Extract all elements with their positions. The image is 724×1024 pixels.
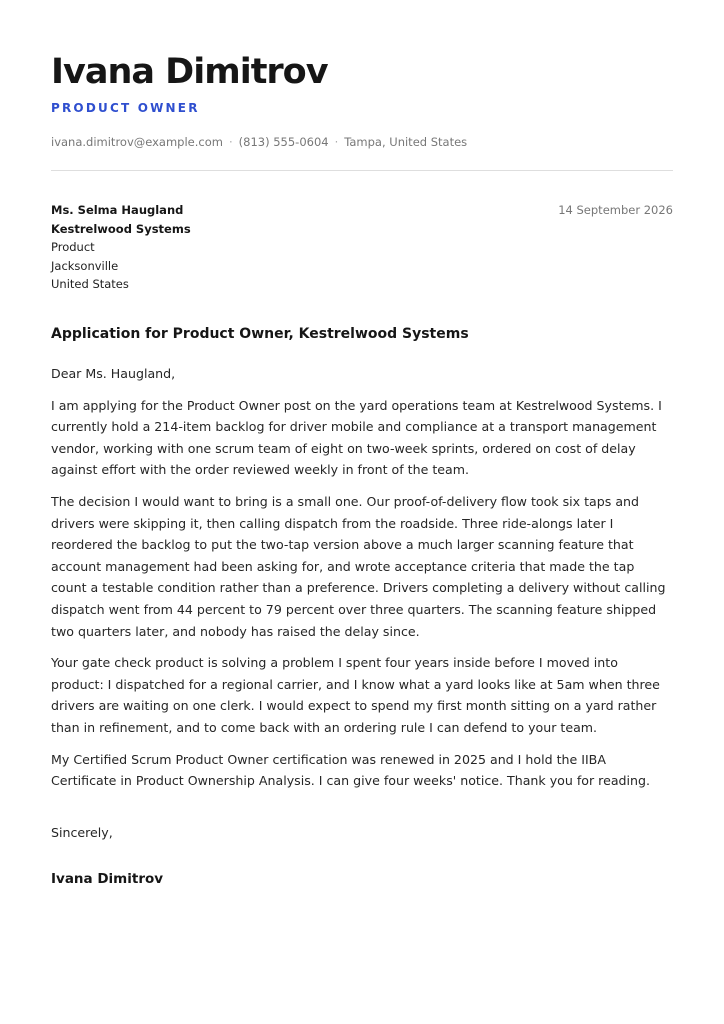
letter-signature: Ivana Dimitrov — [51, 871, 164, 887]
contact-separator: · — [228, 135, 233, 149]
letter-date: 14 September 2026 — [558, 203, 673, 217]
header-divider — [51, 170, 673, 171]
recipient-name: Ms. Selma Haugland — [51, 203, 184, 217]
applicant-role: PRODUCT OWNER — [51, 101, 200, 115]
letter-subject: Application for Product Owner, Kestrelwood Systems — [51, 326, 469, 342]
letter-paragraph: My Certified Scrum Product Owner certification was renewed in 2025 and I hold the IIBA Certificate in Product Ownership Analysis. I can give four weeks' notice. Thank you for reading. — [51, 751, 651, 789]
recipient-block — [51, 201, 191, 294]
recipient-company: Kestrelwood Systems — [51, 221, 191, 236]
letter-greeting: Dear Ms. Haugland, — [51, 366, 176, 381]
contact-phone[interactable]: (813) 555-0604 — [238, 135, 329, 149]
recipient-country: United States — [51, 277, 129, 291]
applicant-name: Ivana Dimitrov — [51, 52, 328, 92]
letter-paragraph: Your gate check product is solving a problem I spent four years inside before I moved into product: I dispatched for a regional carrier, and I know what a yard looks like at 5am when three drivers are waiting on one clerk. I would expect to spend my first month sitting on a yard rather than in refinement, and to come back with an ordering rule I can defend to your team. — [51, 655, 660, 735]
contact-email[interactable]: ivana.dimitrov@example.com — [51, 135, 223, 149]
recipient-department: Product — [51, 240, 95, 254]
letter-body — [51, 363, 673, 802]
letter-paragraph: I am applying for the Product Owner post on the yard operations team at Kestrelwood Systems. I currently hold a 214-item backlog for driver mobile and compliance at a transport management vendor, working with one scrum team of eight on two-week sprints, ordered on cost of delay against effort with the order reviewed weekly in front of the team. — [51, 397, 662, 478]
letter-closing: Sincerely, — [51, 825, 113, 840]
contact-location: Tampa, United States — [344, 135, 468, 149]
contact-line — [51, 134, 467, 150]
contact-separator: · — [334, 135, 339, 149]
letter-paragraph: The decision I would want to bring is a small one. Our proof-of-delivery flow took six taps and drivers were skipping it, then calling dispatch from the roadside. Three ride-alongs later I reordered the backlog to put the two-tap version above a much larger scanning feature that account management had been asking for, and wrote acceptance criteria that made the tap count a testable condition rather than a preference. Drivers completing a delivery without calling dispatch went from 44 percent to 79 percent over three quarters. The scanning feature shipped two quarters later, and nobody has raised the delay since. — [51, 493, 666, 639]
recipient-city: Jacksonville — [51, 258, 119, 273]
